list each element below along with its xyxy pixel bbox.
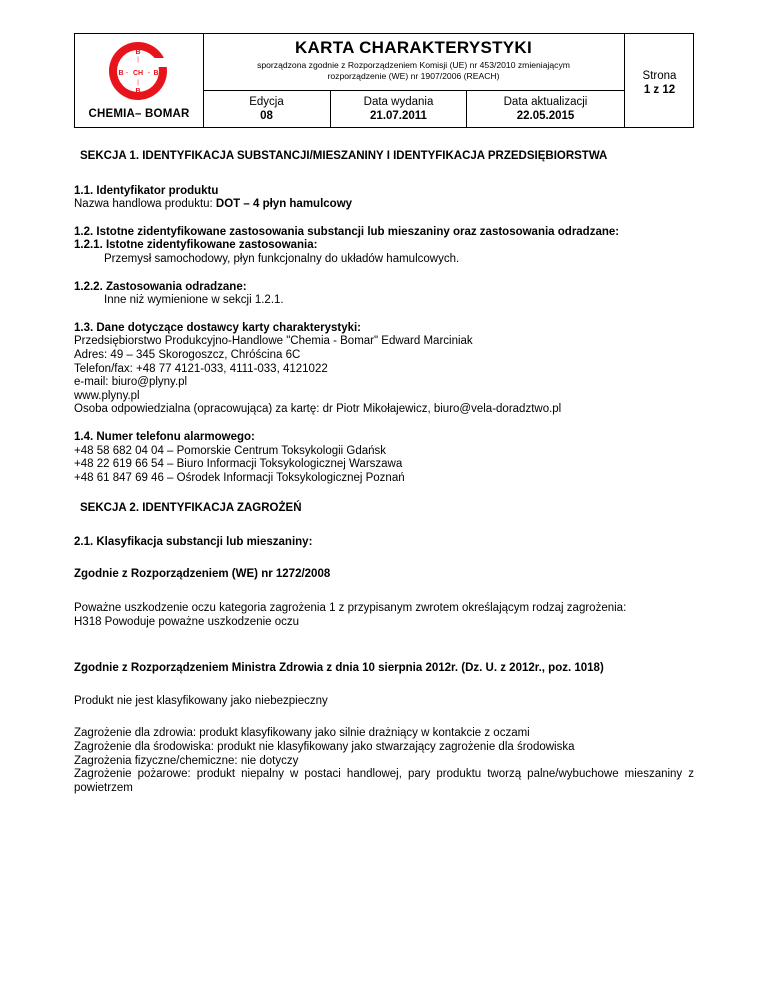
- supplier-line: Telefon/fax: +48 77 4121-033, 4111-033, 4121022: [74, 362, 328, 375]
- emergency-phone-line: +48 22 619 66 54 – Biuro Informacji Toksykologicznej Warszawa: [74, 458, 403, 471]
- supplier-line: Przedsiębiorstwo Produkcyjno-Handlowe "Chemia - Bomar" Edward Marciniak: [74, 335, 473, 348]
- emergency-phone-line: +48 58 682 04 04 – Pomorskie Centrum Toksykologii Gdańsk: [74, 444, 387, 457]
- document-header: [74, 33, 694, 128]
- document-title: KARTA CHARAKTERYSTYKI: [294, 38, 533, 57]
- product-name: DOT – 4 płyn hamulcowy: [215, 198, 353, 211]
- update-date-cell: [467, 91, 624, 128]
- subsection-1-4-heading: 1.4. Numer telefonu alarmowego:: [74, 430, 255, 443]
- edition-cell: [203, 91, 331, 128]
- svg-text:|: |: [137, 57, 139, 63]
- supplier-website[interactable]: www.plyny.pl: [74, 389, 140, 402]
- logo-letter-bottom: B: [135, 88, 141, 95]
- logo-letter-top: B: [135, 49, 141, 56]
- logo-letter-center: CH: [132, 70, 144, 77]
- product-name-line: Nazwa handlowa produktu: DOT – 4 płyn hamulcowy: [74, 198, 353, 211]
- hazard-statement: H318 Powoduje poważne uszkodzenie oczu: [74, 615, 300, 628]
- section-1-heading: SEKCJA 1. IDENTYFIKACJA SUBSTANCJI/MIESZANINY I IDENTYFIKACJA PRZEDSIĘBIORSTWA: [80, 150, 608, 162]
- supplier-email[interactable]: e-mail: biuro@plyny.pl: [74, 376, 188, 389]
- subsection-1-1-heading: 1.1. Identyfikator produktu: [74, 184, 219, 197]
- company-name: CHEMIA– BOMAR: [88, 108, 190, 120]
- page-number-cell: [624, 34, 694, 127]
- issue-date-cell: [331, 91, 467, 128]
- classification-text: Poważne uszkodzenie oczu kategoria zagrożenia 1 z przypisanym zwrotem określającym rodzaj zagrożenia:: [74, 602, 627, 615]
- uses-advised-against-text: Inne niż wymienione w sekcji 1.2.1.: [104, 294, 284, 307]
- svg-text:-: -: [147, 70, 151, 77]
- identified-uses-text: Przemysł samochodowy, płyn funkcjonalny do układów hamulcowych.: [104, 252, 460, 265]
- issue-date-value: 21.07.2011: [370, 110, 427, 122]
- logo-letter-right: B: [153, 70, 159, 77]
- page-label: Strona: [642, 70, 677, 82]
- hazard-health: Zagrożenie dla zdrowia: produkt klasyfikowany jako silnie drażniący w kontakcie z oczami: [74, 727, 530, 740]
- regulation-moh-heading: Zgodnie z Rozporządzeniem Ministra Zdrowia z dnia 10 sierpnia 2012r. (Dz. U. z 2012r., poz. 1018): [74, 662, 604, 675]
- subsection-1-3-heading: 1.3. Dane dotyczące dostawcy karty charakterystyki:: [74, 321, 362, 334]
- section-2-heading: SEKCJA 2. IDENTYFIKACJA ZAGROŻEŃ: [80, 502, 302, 515]
- subsection-1-2-2-heading: 1.2.2. Zastosowania odradzane:: [74, 280, 247, 293]
- update-date-value: 22.05.2015: [516, 110, 575, 122]
- edition-value: 08: [260, 110, 273, 122]
- hazard-environment: Zagrożenie dla środowiska: produkt nie klasyfikowany jako stwarzający zagrożenie dla środowiska: [74, 741, 575, 754]
- page-number: 1 z 12: [643, 84, 676, 96]
- responsible-person: Osoba odpowiedzialna (opracowująca) za kartę: dr Piotr Mikołajewicz, biuro@vela-doradztwo.pl: [74, 403, 562, 416]
- svg-text:|: |: [137, 80, 139, 86]
- hazard-fire: Zagrożenie pożarowe: produkt niepalny w postaci handlowej, pary produktu tworzą palne/wybuchowe mieszaniny z powietrzem: [74, 768, 694, 794]
- subsection-1-2-heading: 1.2. Istotne zidentyfikowane zastosowania substancji lub mieszaniny oraz zastosowania odradzane:: [74, 225, 620, 238]
- svg-text:-: -: [125, 70, 129, 77]
- subsection-2-1-heading: 2.1. Klasyfikacja substancji lub mieszaniny:: [74, 535, 313, 548]
- emergency-phone-line: +48 61 847 69 46 – Ośrodek Informacji Toksykologicznej Poznań: [74, 471, 405, 484]
- edition-label: Edycja: [249, 96, 284, 108]
- issue-date-label: Data wydania: [363, 96, 434, 108]
- subsection-1-2-1-heading: 1.2.1. Istotne zidentyfikowane zastosowania:: [74, 239, 318, 252]
- title-cell: [203, 34, 624, 127]
- document-body: [74, 150, 694, 795]
- supplier-line: Adres: 49 – 345 Skorogoszcz, Chróścina 6C: [74, 348, 301, 361]
- document-subtitle: sporządzona zgodnie z Rozporządzeniem Komisji (UE) nr 453/2010 zmieniającym rozporządzenie (WE) nr 1907/2006 (REACH): [257, 60, 570, 81]
- company-logo: [108, 40, 172, 104]
- info-bar: [203, 90, 624, 128]
- update-date-label: Data aktualizacji: [503, 96, 588, 108]
- classification-status: Produkt nie jest klasyfikowany jako niebezpieczny: [74, 694, 328, 707]
- logo-letter-left: B: [118, 70, 124, 77]
- regulation-1272-heading: Zgodnie z Rozporządzeniem (WE) nr 1272/2008: [74, 568, 331, 581]
- hazard-physical: Zagrożenia fizyczne/chemiczne: nie dotyczy: [74, 754, 299, 767]
